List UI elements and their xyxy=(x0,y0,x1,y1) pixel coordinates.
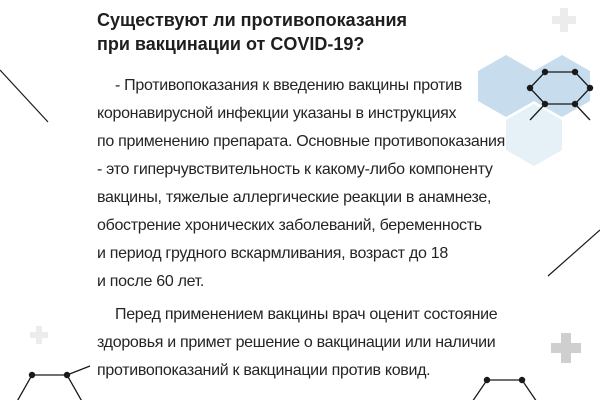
node-dot xyxy=(64,372,70,378)
paragraph-line: здоровья и примет решение о вакцинации или наличии xyxy=(97,334,496,351)
node-dot xyxy=(587,85,593,91)
molecule-outline-bottom-left xyxy=(15,366,90,400)
node-dot xyxy=(572,101,578,107)
article-title xyxy=(97,8,527,56)
title-line: при вакцинации от COVID-19? xyxy=(97,34,365,54)
paragraph-line: и после 60 лет. xyxy=(97,273,205,290)
paragraph-line: - это гиперчувствительность к какому-либо компоненту xyxy=(97,161,493,178)
plus-icon-left xyxy=(30,326,48,344)
paragraph-line: коронавирусной инфекции указаны в инструкциях xyxy=(97,105,457,122)
paragraph-line: обострение хронических заболеваний, беременность xyxy=(97,217,482,234)
paragraph-line: вакцины, тяжелые аллергические реакции в анамнезе, xyxy=(97,189,492,206)
answer-paragraph xyxy=(97,72,527,296)
plus-icon-bottom-right xyxy=(551,333,581,363)
article xyxy=(97,8,527,385)
paragraph-line: и период грудного вскармливания, возраст до 18 xyxy=(97,245,448,262)
paragraph-line: - Противопоказания к введению вакцины против xyxy=(115,77,462,94)
node-dot xyxy=(542,69,548,75)
paragraph-line: противопоказаний к вакцинации против ковид. xyxy=(97,362,431,379)
title-line: Существуют ли противопоказания xyxy=(97,10,408,30)
node-dot xyxy=(527,85,533,91)
paragraph-line: по применению препарата. Основные противопоказания xyxy=(97,133,506,150)
node-dot xyxy=(29,372,35,378)
plus-icon-top-right xyxy=(552,8,576,32)
paragraph-line: Перед применением вакцины врач оценит состояние xyxy=(115,306,498,323)
node-dot xyxy=(542,101,548,107)
diagonal-line-right xyxy=(548,230,600,276)
doctor-paragraph xyxy=(97,301,527,385)
diagonal-line-left xyxy=(0,70,48,122)
node-dot xyxy=(572,69,578,75)
